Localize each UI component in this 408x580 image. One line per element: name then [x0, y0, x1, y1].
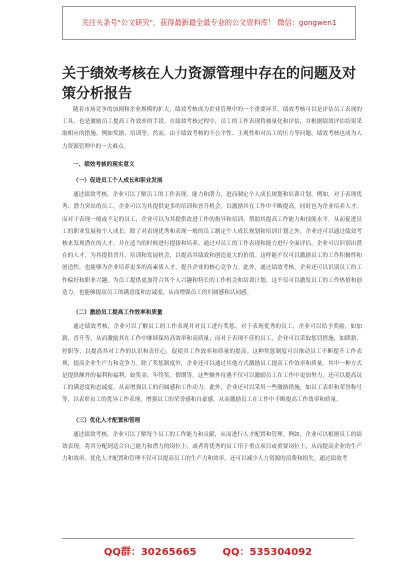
subsection-heading: （一）促进员工个人成长和职业发展 — [73, 178, 163, 185]
footer-divider — [62, 538, 354, 539]
subsection-heading: （二）激励员工提高工作效率和质量 — [73, 310, 163, 317]
intro-paragraph: 随着市场竞争的加剧和企业规模的扩大，绩效考核成为企业管理中的一个重要环节。绩效考核可以是评估员工表现的工具，也是激励员工提高工作效率的手段。在绩效考核过程中，员工的工作表现将被量化和评估，并根据绩效评估结果采取相应的措施，例如奖励、培训等。然而，由于绩效考核的不公平性、主观性和对员工的压力等问题，绩效考核也成为人力资源管理中的一大难点。 — [62, 107, 362, 150]
body-paragraph: 通过绩效考核，企业可以了解员工的工作表现、能力和潜力，进而制定个人成长规划和培训计划。例如，对于表现优秀、潜力突出的员工，企业可以为其提供更多的培训和晋升机会，以激励其在工作中不断提高，同时也为企业培养人才。而对于表现一般或不足的员工，企业可以为其提供改进工作的指导和培训，帮助其提高工作能力和技能水平，从而促进员工的职业发展和个人成长。除了对表现优秀和表现一般的员工制定个人成长规划和培训计划之外，企业还可以通过绩效考核来发现潜在的人才，并在适当的时候进行提拔和培养。通过对员工的工作表现和能力进行全面评估，企业可以识别出潜在的人才，为其提供晋升、培训和发展机会，以提高其绩效和创造更大的价值。这样能不仅可以激励员工的工作积极性和创造性，也能够为企业培养更多的高素质人才，提升企业的核心竞争力。此外，通过绩效考核，企业还可以识别员工的工作偏好和职业兴趣，为员工提供更加符合其个人兴趣和特长的工作机会和培训计划，这不仅可以激发员工的工作热情和创造力，也能够提高员工的满意度和忠诚度，从而增强员工的归属感和认同感。 — [62, 192, 362, 296]
body-paragraph: 通过绩效考核，企业可以了解员工的工作表现并对员工进行奖惩。对于表现优秀的员工，企业可以给予奖励，如加薪、晋升等，从而激励其在工作中继续保持高效率和高质量；而对于表现不佳的员工，企业可以采取惩罚措施，如降薪、停职等，以提高其对工作的认识和责任心，促使其工作效率和质量的提高。这种奖惩制度可以推动员工不断提升工作表现，提高企业生产力和竞争力。除了奖惩制度外，企业还可以通过其他方式激励员工提高工作效率和质量。其中一种方式是提供额外的福利和福利，如奖金、年终奖、假期等，这些额外待遇不仅可以激励员工在工作中更加努力，还可以提高员工的满意度和忠诚度，从而增强员工的归属感和工作动力。此外，企业还可以采用一些激励措施，如员工表彰和荣誉称号等，以表彰员工的优异工作表现，增强员工的荣誉感和自豪感，从而激励员工在工作中不断提高工作效率和质量。 — [62, 324, 362, 404]
document-body — [62, 104, 362, 465]
document-title: 关于绩效考核在人力资源管理中存在的问题及对策分析报告 — [62, 66, 356, 102]
body-paragraph: 通过绩效考核，企业可以了解每个员工的工作能力和贡献，从而进行人才配置和管理。例如，企业可以根据员工的绩效表现，将其分配到适合自己能力和潜力的岗位上，或者将优秀的员工用于重点项目或重要岗位上，从而提高企业的生产力和效率。优化人才配置和管理不仅可以提高员工的生产力和效率，还可以减少人力资源的浪费和损失。通过绩效考 — [62, 431, 362, 463]
qq-number: QQ：535304092 — [222, 547, 313, 558]
page-footer — [62, 543, 354, 558]
subsection-heading: （三）优化人才配置和管理 — [73, 417, 141, 424]
qq-group-number: QQ群：30265665 — [103, 547, 197, 558]
section-heading: 一、绩效考核的现实意义 — [73, 161, 135, 168]
header-banner: 关注头条号"公文研究"，获得最新最全最专业的公文资料库！ 微信：gongwen1 — [62, 6, 356, 40]
